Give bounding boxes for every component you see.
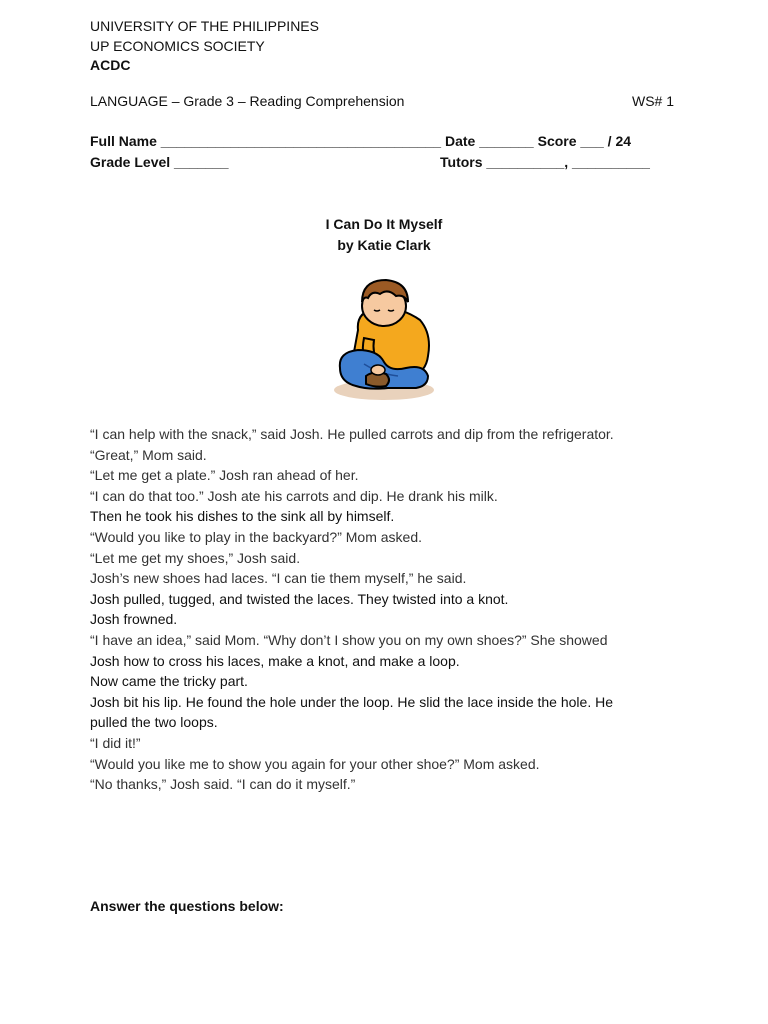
story-line: “I did it!” <box>90 734 141 751</box>
story-line: Then he took his dishes to the sink all by himself. <box>90 508 395 525</box>
story-line: Now came the tricky part. <box>90 673 248 690</box>
story-line: Josh frowned. <box>90 611 178 628</box>
name-date-score-row: Full Name ____________________________________ Date _______ Score ___ / 24 <box>90 133 632 149</box>
worksheet-number: WS# 1 <box>631 93 674 109</box>
story-line: Josh’s new shoes had laces. “I can tie them myself,” he said. <box>90 570 467 587</box>
story-line: “Let me get my shoes,” Josh said. <box>90 549 301 566</box>
story-line: Josh how to cross his laces, make a knot, and make a loop. <box>90 652 460 669</box>
story-line: “Would you like me to show you again for your other shoe?” Mom asked. <box>90 755 540 772</box>
tutors-field: Tutors __________, __________ <box>440 154 650 170</box>
story-line: Josh bit his lip. He found the hole under the loop. He slid the lace inside the hole. He <box>90 693 613 710</box>
story-line: “I can help with the snack,” said Josh. He pulled carrots and dip from the refrigerator. <box>90 426 614 442</box>
story-line: “Would you like to play in the backyard?” Mom asked. <box>90 528 423 545</box>
story-line: “Great,” Mom said. <box>90 446 207 463</box>
story-author: by Katie Clark <box>337 237 431 253</box>
story-line: Josh pulled, tugged, and twisted the laces. They twisted into a knot. <box>90 590 509 607</box>
story-line: pulled the two loops. <box>90 714 218 731</box>
story-title: I Can Do It Myself <box>325 216 443 232</box>
org-name: ACDC <box>90 57 131 73</box>
story-line: “No thanks,” Josh said. “I can do it myself.” <box>90 776 356 793</box>
boy-tying-shoe-icon <box>328 272 440 404</box>
society-name: UP ECONOMICS SOCIETY <box>90 38 265 54</box>
story-line: “I can do that too.” Josh ate his carrots and dip. He drank his milk. <box>90 487 498 504</box>
story-line: “I have an idea,” said Mom. “Why don’t I show you on my own shoes?” She showed <box>90 631 608 648</box>
grade-level-field: Grade Level _______ <box>90 154 229 170</box>
questions-heading: Answer the questions below: <box>90 898 284 914</box>
subject-line: LANGUAGE – Grade 3 – Reading Comprehension <box>90 93 405 109</box>
story-text <box>90 424 690 795</box>
university-name: UNIVERSITY OF THE PHILIPPINES <box>90 18 319 34</box>
story-line: “Let me get a plate.” Josh ran ahead of her. <box>90 467 359 484</box>
